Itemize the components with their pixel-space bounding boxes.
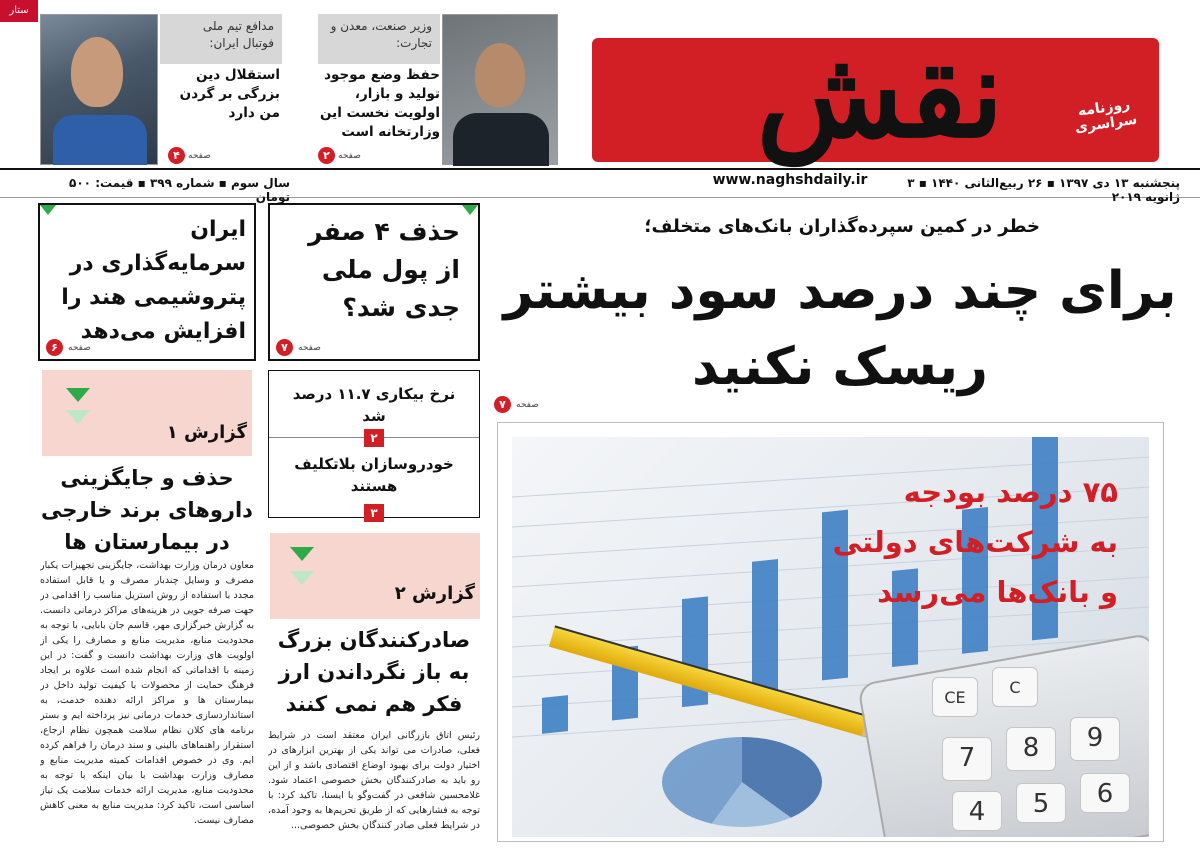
calculator-key: 4 xyxy=(952,791,1002,831)
teaser-photo-minister xyxy=(442,14,558,165)
main-headline-line2[interactable]: ریسک نکنید xyxy=(692,337,988,397)
calculator-key: 6 xyxy=(1080,773,1130,813)
teaser-page-label: صفحه xyxy=(188,151,211,161)
chart-bar xyxy=(542,695,568,734)
teaser-photo-footballer xyxy=(40,14,158,165)
box-page-label: صفحه xyxy=(298,343,321,353)
feature-headline-line3[interactable]: و بانک‌ها می‌رسد xyxy=(877,575,1118,609)
masthead-subtitle: روزنامه سراسری xyxy=(1074,96,1139,137)
feature-image xyxy=(497,422,1164,842)
briefs-box xyxy=(268,370,480,518)
main-headline-line1[interactable]: برای چند درصد سود بیشتر xyxy=(503,261,1177,321)
teaser-label: وزیر صنعت، معدن و تجارت: xyxy=(318,14,440,64)
minister-suit xyxy=(453,113,549,166)
footballer-face xyxy=(71,37,123,107)
calculator-key: C xyxy=(992,667,1038,707)
box-page-number: ۷ xyxy=(276,339,293,356)
feature-headline-line1[interactable]: ۷۵ درصد بودجه xyxy=(903,475,1118,509)
issue-line: سال سوم ▪ شماره ۳۹۹ ▪ قیمت: ۵۰۰ تومان xyxy=(69,176,290,204)
report1-label: گزارش ۱ xyxy=(166,422,247,443)
brief-item[interactable]: نرخ بیکاری ۱۱.۷ درصد شد xyxy=(292,385,456,425)
box-page-label: صفحه xyxy=(68,343,91,353)
brief-item[interactable]: خودروسازان بلاتکلیف هستند xyxy=(294,455,454,495)
date-line: پنجشنبه ۱۳ دی ۱۳۹۷ ▪ ۲۶ ربیع‌الثانی ۱۴۴۰ ▪ ۳ ژانویه ۲۰۱۹ xyxy=(907,176,1180,204)
main-kicker: خطر در کمین سپرده‌گذاران بانک‌های متخلف؛ xyxy=(644,216,1040,237)
report1-header xyxy=(42,370,252,456)
calculator-key: 7 xyxy=(942,737,992,781)
story-box-petrochem[interactable] xyxy=(38,203,256,361)
report2-headline[interactable]: صادرکنندگان بزرگ به باز نگرداندن ارز فکر هم نمی کنند xyxy=(277,628,471,716)
teaser-text[interactable]: حفظ وضع موجود تولید و بازار، اولویت نخست این وزارتخانه است xyxy=(320,67,440,140)
box-title: حذف ۴ صفر از پول ملی جدی شد؟ xyxy=(308,217,460,322)
box-title: ایران سرمایه‌گذاری در پتروشیمی هند را افزایش می‌دهد xyxy=(61,217,246,344)
report1-body: معاون درمان وزارت بهداشت، جایگزینی تجهیزات یکبار مصرف و وسایل چندبار مصرف و یا قابل استفاده مجدد با استفاده از روش استریل مناسب را اقدامی در جهت صرفه جویی در هزینه‌های مراکز درمانی دانست. به گزارش خبرگزاری مهر، قاسم جان بابایی، با توجه به محدودیت منابع، مدیریت منابع و مصارف را یکی از اولویت های وزارت بهداشت دانست و گفت: در این زمینه با اقداماتی که انجام شده است علاوه بر ایجاد فرهنگ حمایت از محصولات با کیفیت تولید داخل در بیمارستان ها و مراکز ارائه دهنده خدمت، به استانداردسازی خدمات درمانی نیز پرداخته ایم و بستر برنامه های کلان نظام سلامت همچون نظام ارجاع، استقرار راهنماهای بالینی و سند درمان را فراهم کرده ایم. وی در خصوص اقدامات کمیته مدیریت منابع و مصارف وزارت بهداشت با بیان اینکه با توجه به محدودیت منابع، مدیریت ارائه خدمات سلامت یک نیاز اساسی است، تاکید کرد: مدیریت منابع به معنی کاهش مصارف نیست. xyxy=(40,560,254,826)
green-marker-icon xyxy=(66,410,90,424)
report2-label: گزارش ۲ xyxy=(394,583,475,604)
story-box-currency[interactable] xyxy=(268,203,480,361)
teaser-page-number: ۲ xyxy=(318,147,335,164)
main-page-label: صفحه xyxy=(516,400,539,410)
green-marker-icon xyxy=(462,205,478,215)
chart-bar xyxy=(752,559,778,694)
feature-headline-line2[interactable]: به شرکت‌های دولتی xyxy=(832,525,1118,559)
report2-body: رئیس اتاق بازرگانی ایران معتقد است در شرایط فعلی، صادرات می تواند یکی از بهترین ابزارهای در اختیار دولت برای بهبود اوضاع اقتصادی باشد و از این رو باید به صادرکنندگان بخش خصوصی اعتماد شود. غلامحسین شافعی در گفت‌وگو با ایسنا، تاکید کرد: با توجه به فشارهایی که از طریق تحریم‌ها به وجود آمده، در شرایط فعلی صادر کنندگان بخش خصوصی... xyxy=(268,730,480,831)
green-marker-icon xyxy=(290,547,314,561)
brief-page-number: ۳ xyxy=(364,504,384,522)
brief-page-number: ۲ xyxy=(364,429,384,447)
report2-header xyxy=(270,533,480,619)
report1-headline[interactable]: حذف و جایگزینی داروهای برند خارجی در بیمارستان ها xyxy=(41,466,253,554)
website-link[interactable]: www.naghshdaily.ir xyxy=(712,172,868,188)
calculator-key: 8 xyxy=(1006,727,1056,771)
green-marker-icon xyxy=(290,571,314,585)
teaser-text[interactable]: استقلال دین بزرگی بر گردن من دارد xyxy=(179,67,280,121)
box-page-number: ۶ xyxy=(46,339,63,356)
main-page-number: ۷ xyxy=(494,396,511,413)
teaser-page-number: ۴ xyxy=(168,147,185,164)
teaser-label: مدافع تیم ملی فوتبال ایران: xyxy=(160,14,282,64)
calculator-key: 9 xyxy=(1070,717,1120,761)
corner-mark: ستار xyxy=(0,0,38,22)
calculator-key: CE xyxy=(932,677,978,717)
masthead-title: نقش xyxy=(756,24,1004,165)
footballer-jersey xyxy=(53,115,147,165)
pie-chart-icon xyxy=(662,737,822,827)
minister-face xyxy=(475,43,525,107)
calculator-key: 5 xyxy=(1016,783,1066,823)
teaser-page-label: صفحه xyxy=(338,151,361,161)
green-marker-icon xyxy=(66,388,90,402)
